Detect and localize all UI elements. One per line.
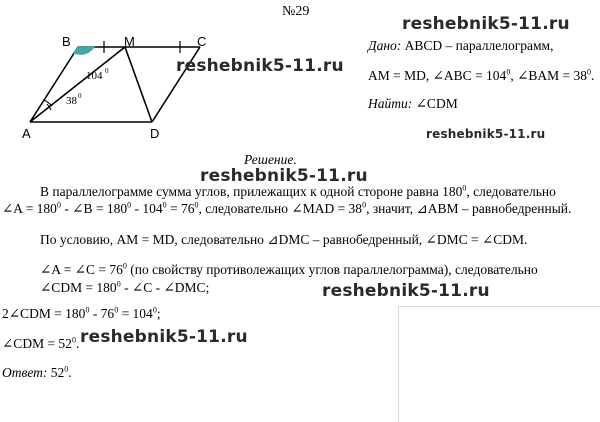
watermark-figure: reshebnik5-11.ru [176,56,344,76]
solution-p3-line2: ∠CDM = $180^0$ - ∠C - ∠DMC; [40,279,210,295]
watermark-middle: reshebnik5-11.ru [322,281,490,301]
given-line2: AM = MD, ∠ABC = $104^0$, ∠BAM = $38^0$. [368,67,595,83]
frame-left-border [398,306,399,422]
solution-p5: ∠CDM = $52^0$. [2,335,80,351]
watermark-solution: reshebnik5-11.ru [200,166,368,186]
given-line1 [368,38,553,54]
solution-p3-line1: ∠A = ∠C = $76^0$ (по свойству противолежащих углов параллелограмма), следовательно [40,261,538,277]
label-d: D [150,126,160,141]
find-value: ∠CDM [415,96,458,111]
solution-p2: По условию, AM = MD, следовательно ⊿DMC – равнобедренный, ∠DMC = ∠CDM. [40,232,528,247]
find-line [368,96,458,112]
find-title: Найти: [368,96,413,111]
angle-abc-value: 104 [86,70,103,82]
segment-md [125,47,152,122]
watermark-small: reshebnik5-11.ru [426,127,546,141]
segment-am [30,47,125,122]
solution-p1-line1: В параллелограмме сумма углов, прилежащих к одной стороне равна $180^0$, следовательно [40,183,556,199]
parallelogram [30,47,200,122]
solution-title: Решение. [244,152,297,167]
solution-p4: 2∠CDM = $180^0 - 76^0 = 104^0$; [2,305,161,321]
angle-b-arc [74,47,94,54]
angle-bam-degree: 0 [78,92,82,100]
label-c: C [197,34,207,49]
watermark-bottom: reshebnik5-11.ru [80,327,248,347]
answer-title: Ответ: [2,365,48,380]
label-b: B [62,34,71,49]
label-a: A [22,126,31,141]
given-title: Дано: [368,38,402,53]
watermark-top: reshebnik5-11.ru [402,14,570,34]
answer-line: Ответ: $52^0$. [2,364,72,380]
side-ab [30,47,78,122]
problem-number: №29 [282,4,310,19]
frame-top-border [398,306,600,307]
solution-p1-line2: ∠A = $180^0$ - ∠B = $180^0 - 104^0 = 76^0$, следовательно ∠MAD = $38^0$, значит, ⊿ABM – равнобедренный. [2,200,572,216]
given-text1: ABCD – параллелограмм, [404,38,554,53]
angle-abc-degree: 0 [105,67,109,75]
label-m: M [124,34,135,49]
angle-bam-value: 38 [66,95,77,107]
